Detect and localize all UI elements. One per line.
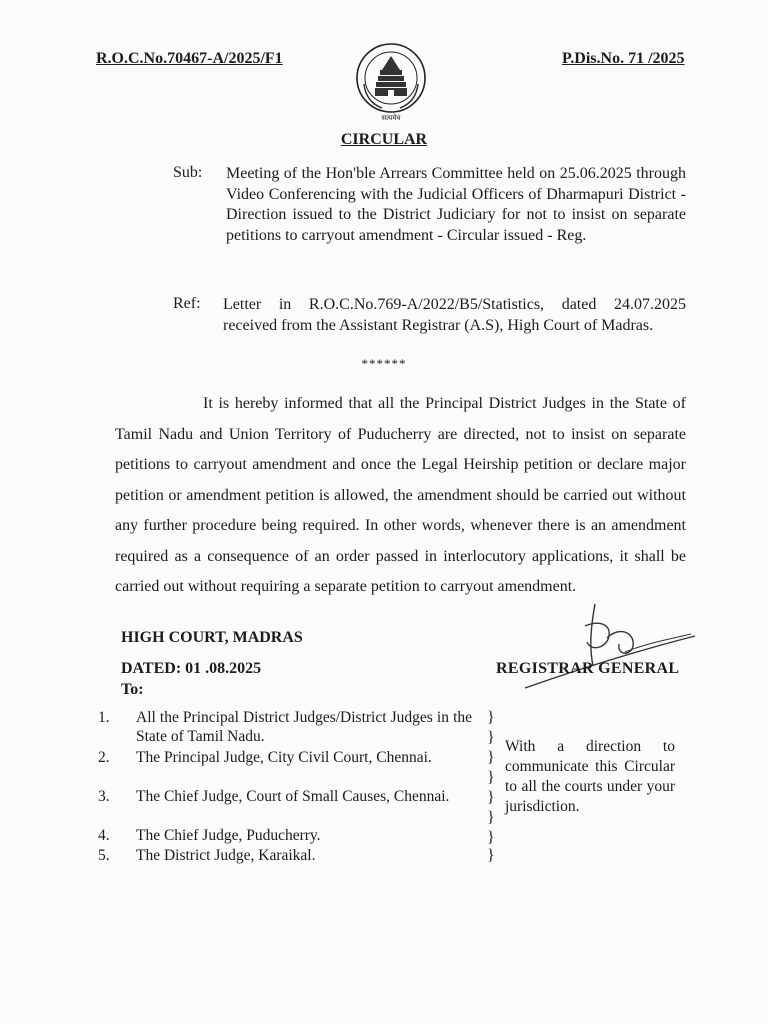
signatory-title: REGISTRAR GENERAL xyxy=(496,660,680,677)
addressee-text: The Chief Judge, Puducherry. xyxy=(136,827,321,844)
addressee-text: The District Judge, Karaikal. xyxy=(136,847,316,864)
reference-text: Letter in R.O.C.No.769-A/2022/B5/Statistics, dated 24.07.2025 received from the Assistant Registrar (A.S), High Court of Madras. xyxy=(223,296,686,334)
addressee-number: 2. xyxy=(98,749,110,766)
addressee-number: 5. xyxy=(98,847,110,864)
brace-mark: } xyxy=(487,729,495,746)
addressee-text: The Chief Judge, Court of Small Causes, Chennai. xyxy=(136,788,450,805)
addressee-number: 1. xyxy=(98,709,110,726)
handwritten-signature xyxy=(515,596,705,696)
reference-label: Ref: xyxy=(173,295,201,312)
instruction-note: With a direction to communicate this Circular to all the courts under your jurisdiction. xyxy=(505,738,675,815)
brace-mark: } xyxy=(487,769,495,786)
document-title: CIRCULAR xyxy=(340,131,428,148)
brace-mark: } xyxy=(487,847,495,864)
addressee-text: The Principal Judge, City Civil Court, Chennai. xyxy=(136,749,432,766)
court-emblem-logo xyxy=(352,40,430,122)
reference-number: R.O.C.No.70467-A/2025/F1 xyxy=(96,50,283,67)
addressee-number: 3. xyxy=(98,788,110,805)
subject-label: Sub: xyxy=(173,164,203,181)
brace-mark: } xyxy=(487,709,495,726)
brace-mark: } xyxy=(487,829,495,846)
subject-text: Meeting of the Hon'ble Arrears Committee held on 25.06.2025 through Video Conferencing with the Judicial Officers of Dharmapuri District - Direction issued to the District Judiciary for not to insist on separate petitions to carryout amendment - Circular issued - Reg. xyxy=(226,165,686,244)
court-name: HIGH COURT, MADRAS xyxy=(121,629,303,646)
addressee-text: All the Principal District Judges/District Judges in the State of Tamil Nadu. xyxy=(136,709,472,745)
separator: ****** xyxy=(361,356,407,371)
brace-mark: } xyxy=(487,809,495,826)
svg-text:सत्यमेव: सत्यमेव xyxy=(381,114,401,122)
addressee-number: 4. xyxy=(98,827,110,844)
dis-number: P.Dis.No. 71 /2025 xyxy=(562,50,685,67)
date-line: DATED: 01 .08.2025 xyxy=(121,660,262,677)
body-paragraph: It is hereby informed that all the Principal District Judges in the State of Tamil Nadu and Union Territory of Puducherry are directed, not to insist on separate petitions to carryout amendment and once the Legal Heirship petition or declare major petition or amendment petition is allowed, the amendment should be carried out without any further procedure being required. In other words, whenever there is an amendment required as a consequence of an order passed in interlocutory applications, it shall be carried out without requiring a separate petition to carryout amendment. xyxy=(115,395,686,595)
to-label: To: xyxy=(121,681,144,698)
brace-mark: } xyxy=(487,789,495,806)
brace-mark: } xyxy=(487,749,495,766)
